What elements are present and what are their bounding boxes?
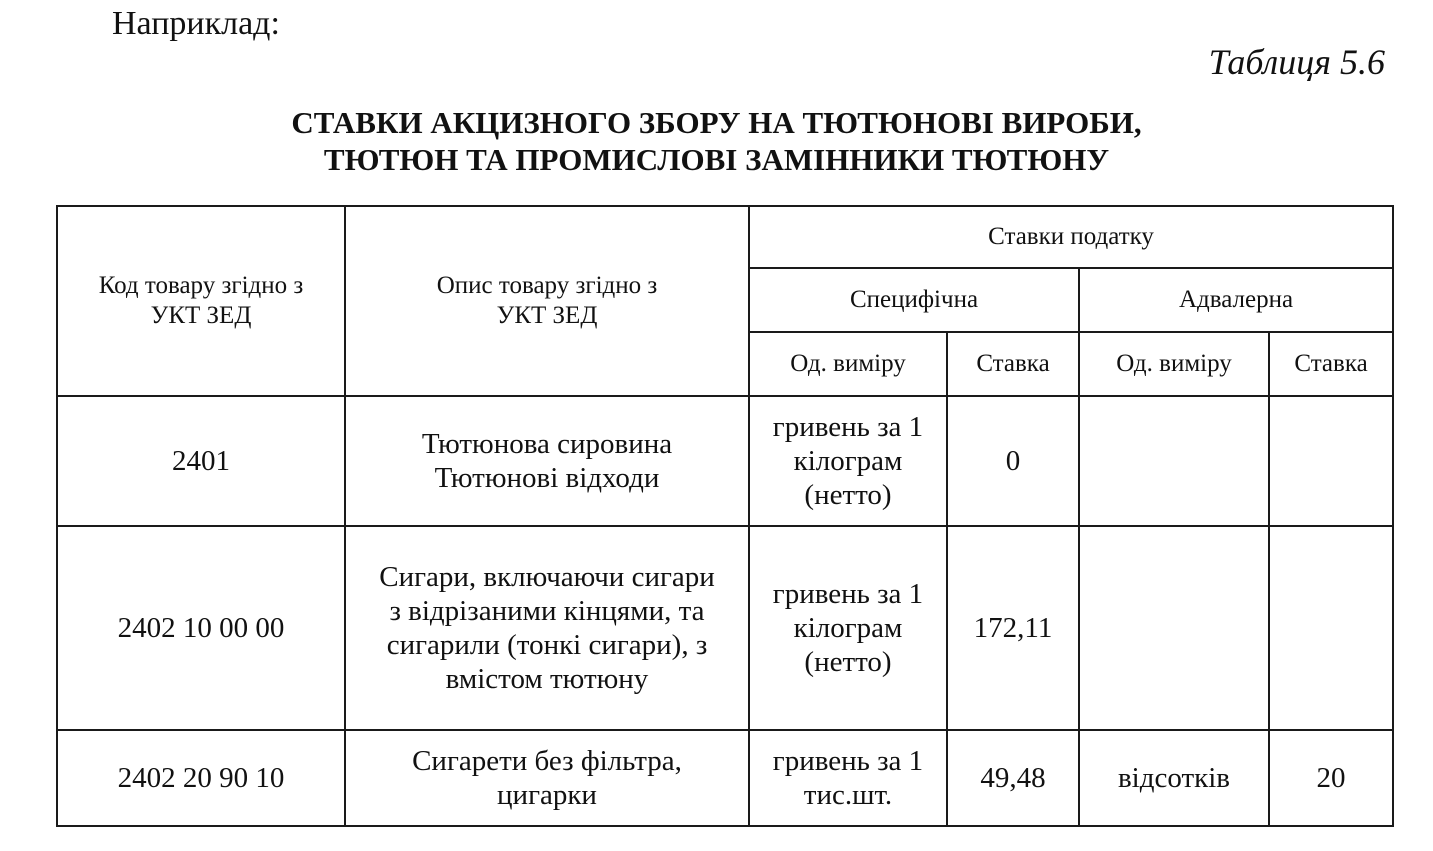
- header-advalorem-rate: Ставка: [1269, 332, 1393, 396]
- cell-code: 2402 10 00 00: [57, 526, 345, 730]
- cell-advalorem-unit: відсотків: [1079, 730, 1269, 826]
- table-row: [57, 526, 1393, 730]
- cell-description-text: Сигарети без фільтра, цигарки: [412, 745, 682, 811]
- header-rates: Ставки податку: [749, 206, 1393, 268]
- cell-advalorem-rate: [1269, 396, 1393, 526]
- header-code: [57, 206, 345, 396]
- cell-specific-rate: [947, 526, 1079, 730]
- header-description-label: Опис товару згідно з УКТ ЗЕД: [436, 272, 658, 329]
- header-description: [345, 206, 749, 396]
- cell-description: [345, 526, 749, 730]
- cell-advalorem-unit: [1079, 396, 1269, 526]
- cell-advalorem-rate: 20: [1269, 730, 1393, 826]
- table-title-line-1: СТАВКИ АКЦИЗНОГО ЗБОРУ НА ТЮТЮНОВІ ВИРОБИ,: [291, 105, 1142, 140]
- header-code-label: Код товару згідно з УКТ ЗЕД: [98, 272, 304, 329]
- cell-code: 2401: [57, 396, 345, 526]
- header-specific: Специфічна: [749, 268, 1079, 332]
- header-specific-rate: Ставка: [947, 332, 1079, 396]
- cell-description: [345, 730, 749, 826]
- cell-specific-rate: 0: [947, 396, 1079, 526]
- cell-specific-rate-text: 172,11: [973, 612, 1053, 644]
- cell-specific-unit-text: гривень за 1 кілограм (нетто): [772, 578, 924, 678]
- table-row: [57, 396, 1393, 526]
- cell-specific-unit: [749, 396, 947, 526]
- cell-code: 2402 20 90 10: [57, 730, 345, 826]
- cell-specific-rate: 49,48: [947, 730, 1079, 826]
- cell-specific-unit: [749, 730, 947, 826]
- cell-specific-unit: [749, 526, 947, 730]
- header-advalorem-unit: Од. виміру: [1079, 332, 1269, 396]
- table-title: [0, 104, 1433, 178]
- cell-specific-unit-text: гривень за 1 тис.шт.: [772, 745, 924, 811]
- cell-specific-unit-text: гривень за 1 кілограм (нетто): [772, 411, 924, 511]
- cell-advalorem-unit: [1079, 526, 1269, 730]
- excise-rates-table: [56, 205, 1394, 827]
- table-title-line-2: ТЮТЮН ТА ПРОМИСЛОВІ ЗАМІННИКИ ТЮТЮНУ: [323, 142, 1110, 177]
- header-advalorem: Адвалерна: [1079, 268, 1393, 332]
- cell-advalorem-rate: [1269, 526, 1393, 730]
- table-row: [57, 730, 1393, 826]
- intro-text: Наприклад:: [112, 5, 280, 42]
- cell-description-text: Сигари, включаючи сигари з відрізаними кінцями, та сигарили (тонкі сигари), з вмістом тютюну: [379, 561, 715, 695]
- cell-description: [345, 396, 749, 526]
- header-specific-unit: Од. виміру: [749, 332, 947, 396]
- cell-description-text: Тютюнова сировина Тютюнові відходи: [421, 428, 673, 494]
- table-number-label: Таблиця 5.6: [1208, 42, 1385, 82]
